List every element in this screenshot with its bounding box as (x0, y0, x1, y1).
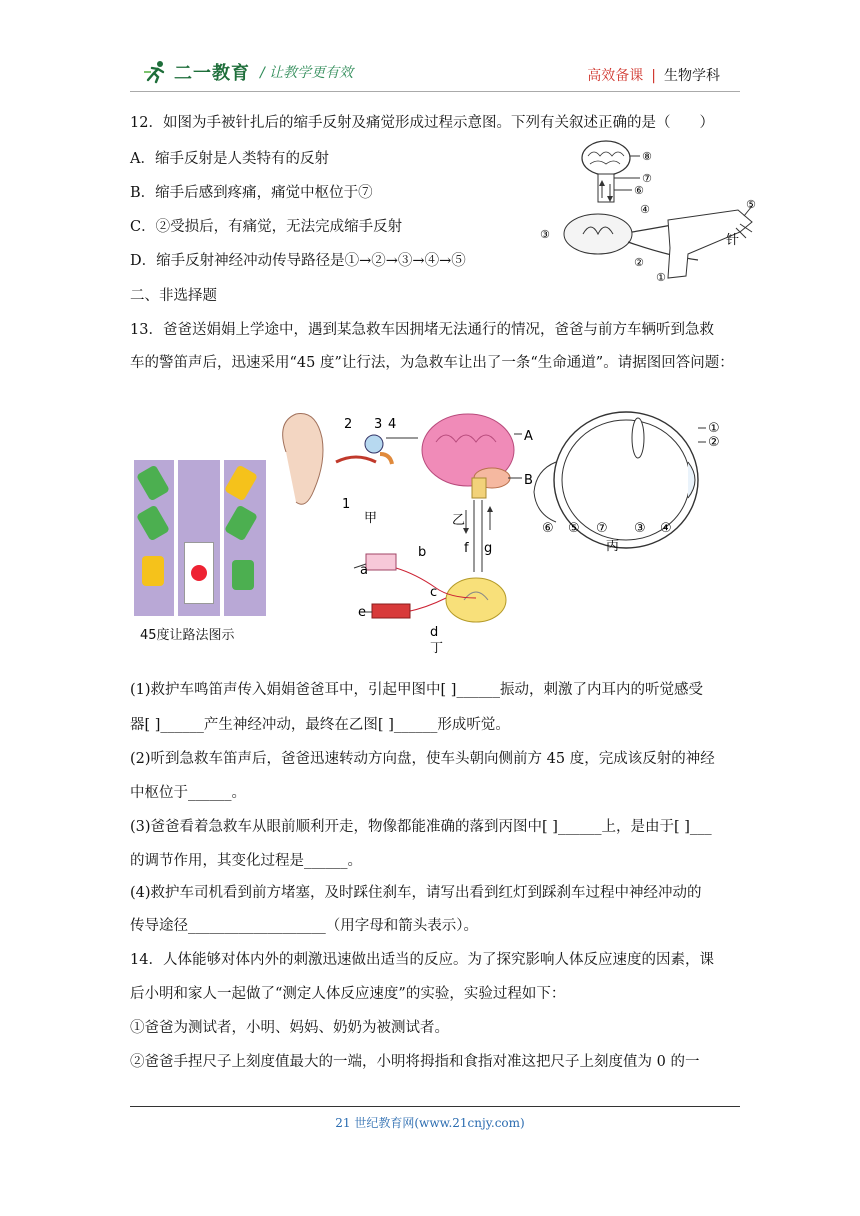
brain-label-b: B (524, 473, 533, 488)
header-subject (587, 65, 720, 85)
traffic-diagram (134, 460, 266, 616)
ear-label-3: 3 (374, 417, 383, 432)
reflex-label-d: d (430, 625, 439, 640)
label-5: ⑤ (746, 198, 756, 211)
header-divider (130, 91, 740, 92)
header-tag: 高效备课 (587, 68, 644, 84)
ear-label-1: 1 (342, 497, 351, 512)
q14-step-2: ②爸爸手捏尺子上刻度值最大的一端，小明将拇指和食指对准这把尺子上刻度值为 0 的一 (130, 1054, 700, 1070)
footer-divider (130, 1106, 740, 1107)
eye-label-5: ⑤ (568, 521, 580, 536)
label-4: ④ (640, 203, 650, 216)
brain-label-a: A (524, 429, 533, 444)
header-subject-label: 生物学科 (664, 68, 720, 84)
eye-label-7: ⑦ (596, 521, 608, 536)
car (136, 465, 170, 502)
car (232, 560, 254, 590)
section-heading: 二、非选择题 (130, 288, 217, 304)
page-header (130, 55, 740, 93)
needle-label: 针 (726, 233, 740, 248)
reflex-label-a: a (360, 563, 368, 578)
car (224, 465, 258, 502)
car (142, 556, 164, 586)
ear-caption: 甲 (364, 511, 378, 526)
eye-label-4: ④ (660, 521, 672, 536)
reflex-label-b: b (418, 545, 427, 560)
ear-label-2: 2 (344, 417, 353, 432)
option-c: C．②受损后，有痛觉，无法完成缩手反射 (130, 219, 403, 235)
label-8: ⑧ (642, 150, 652, 163)
q13-part4-a: (4)救护车司机看到前方堵塞，及时踩住刹车，请写出看到红灯到踩刹车过程中神经冲动的 (130, 885, 702, 901)
brain-caption: 乙 (452, 513, 466, 528)
label-7: ⑦ (642, 172, 652, 185)
q13-part4-b: 传导途径___________________（用字母和箭头表示）。 (130, 918, 478, 934)
footer-source: 21 世纪教育网(www.21cnjy.com) (335, 1116, 525, 1130)
q13-part1-b: 器[ ]______产生神经冲动，最终在乙图[ ]______形成听觉。 (130, 717, 510, 733)
brand-slogan: / 让教学更有效 (260, 65, 354, 81)
option-d: D．缩手反射神经冲动传导路径是①→②→③→④→⑤ (130, 253, 466, 269)
ear-label-4: 4 (388, 417, 397, 432)
runner-logo-icon (142, 60, 170, 84)
label-1: ① (656, 271, 666, 284)
reflex-arc-figure (538, 136, 770, 288)
q13-part1-a: (1)救护车鸣笛声传入娟娟爸爸耳中，引起甲图中[ ]______振动，刺激了内耳内的听觉感受 (130, 682, 703, 698)
ambulance (184, 542, 214, 604)
logo (142, 59, 353, 85)
ear-brain-eye-figure (276, 392, 720, 656)
label-3: ③ (540, 228, 550, 241)
question-14-stem-2: 后小明和家人一起做了“测定人体反应速度”的实验，实验过程如下： (130, 986, 566, 1002)
question-13-stem-2: 车的警笛声后，迅速采用“45 度”让行法，为急救车让出了一条“生命通道”。请据图回答问题： (130, 355, 734, 371)
eye-caption: 丙 (606, 539, 620, 554)
reflex-label-e: e (358, 605, 366, 620)
eye-label-6: ⑥ (542, 521, 554, 536)
label-6: ⑥ (634, 184, 644, 197)
car (136, 505, 170, 542)
brand-name: 二一教育 (174, 63, 250, 84)
eye-label-2: ② (708, 435, 720, 450)
label-2: ② (634, 256, 644, 269)
car (224, 505, 258, 542)
eye-label-3: ③ (634, 521, 646, 536)
q13-part3-a: (3)爸爸看着急救车从眼前顺利开走，物像都能准确的落到丙图中[ ]______上，是由于[ ]___ (130, 819, 712, 835)
red-cross-icon (191, 565, 207, 581)
question-13-stem-1: 13．爸爸送娟娟上学途中，遇到某急救车因拥堵无法通行的情况，爸爸与前方车辆听到急救 (130, 322, 714, 338)
option-a: A．缩手反射是人类特有的反射 (130, 151, 329, 167)
lane-line (220, 460, 224, 616)
spinal-caption: 丁 (430, 641, 444, 656)
header-separator: | (651, 68, 656, 84)
q13-part2-a: (2)听到急救车笛声后，爸爸迅速转动方向盘，使车头朝向侧前方 45 度，完成该反射的神经 (130, 751, 715, 767)
question-12-stem: 12．如图为手被针扎后的缩手反射及痛觉形成过程示意图。下列有关叙述正确的是（ ） (130, 115, 714, 131)
option-b: B．缩手后感到疼痛，痛觉中枢位于⑦ (130, 185, 373, 201)
q14-step-1: ①爸爸为测试者，小明、妈妈、奶奶为被测试者。 (130, 1020, 449, 1036)
path-label-g: g (484, 541, 493, 556)
eye-label-1: ① (708, 421, 720, 436)
lane-line (174, 460, 178, 616)
traffic-caption: 45度让路法图示 (140, 628, 235, 643)
q13-part3-b: 的调节作用，其变化过程是______。 (130, 853, 362, 869)
path-label-f: f (464, 541, 469, 556)
question-14-stem-1: 14．人体能够对体内外的刺激迅速做出适当的反应。为了探究影响人体反应速度的因素，课 (130, 952, 714, 968)
q13-part2-b: 中枢位于______。 (130, 785, 246, 801)
reflex-label-c: c (430, 585, 438, 600)
